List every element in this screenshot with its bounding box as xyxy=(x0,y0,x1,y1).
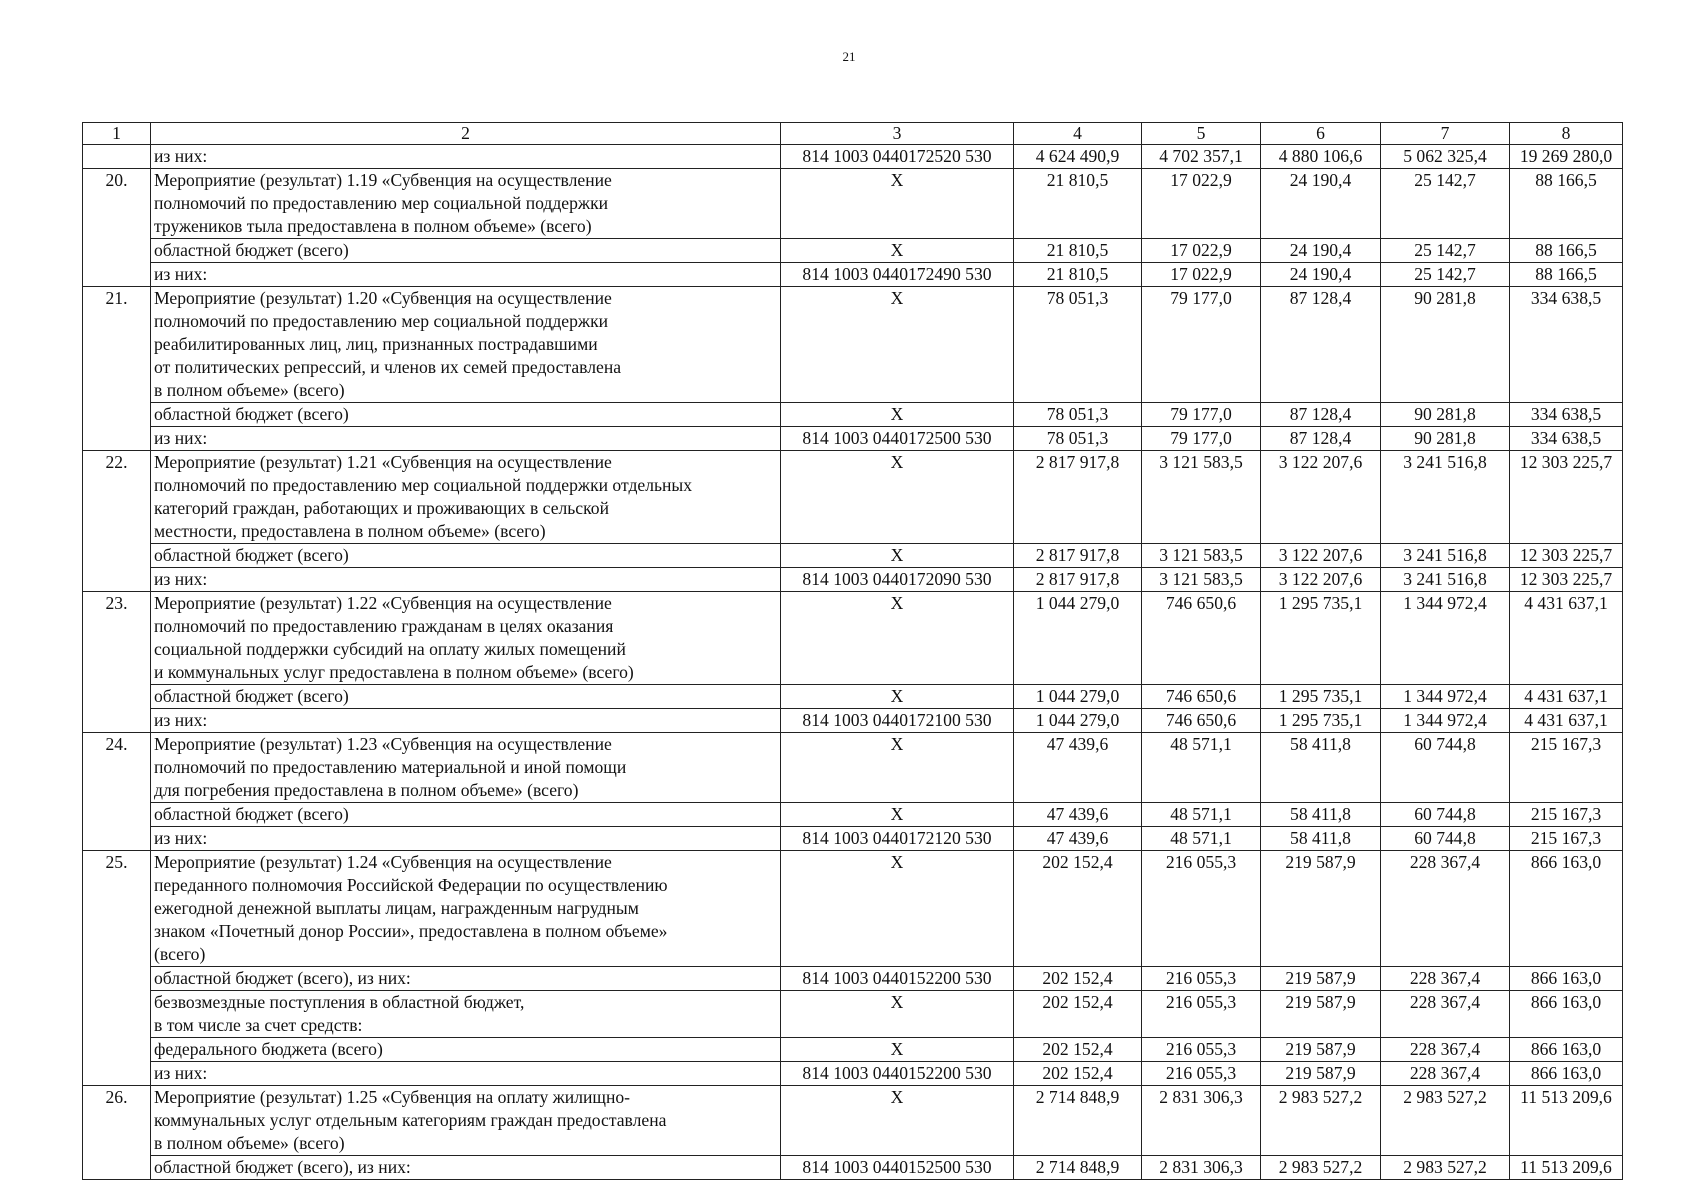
amount-cell: 2 817 917,8 xyxy=(1014,568,1142,592)
description-line: из них: xyxy=(154,1063,208,1083)
description-cell xyxy=(151,287,781,403)
amount-cell: 3 121 583,5 xyxy=(1142,544,1261,568)
amount-cell: 87 128,4 xyxy=(1261,427,1381,451)
description-line: федерального бюджета (всего) xyxy=(154,1039,383,1059)
amount-cell: 90 281,8 xyxy=(1381,427,1510,451)
table-row xyxy=(83,403,1623,427)
amount-cell: 215 167,3 xyxy=(1510,733,1623,803)
amount-cell: 219 587,9 xyxy=(1261,1038,1381,1062)
description-cell xyxy=(151,1062,781,1086)
amount-cell: 216 055,3 xyxy=(1142,967,1261,991)
amount-cell: 4 431 637,1 xyxy=(1510,709,1623,733)
table-row xyxy=(83,568,1623,592)
amount-cell: 2 983 527,2 xyxy=(1261,1156,1381,1180)
row-number-cell: 23. xyxy=(83,592,151,733)
amount-cell: 88 166,5 xyxy=(1510,239,1623,263)
row-number-cell: 24. xyxy=(83,733,151,851)
row-number-cell: 21. xyxy=(83,287,151,451)
amount-cell: 746 650,6 xyxy=(1142,685,1261,709)
description-line: областной бюджет (всего) xyxy=(154,240,349,260)
column-header: 7 xyxy=(1381,123,1510,145)
description-cell xyxy=(151,851,781,967)
amount-cell: 1 044 279,0 xyxy=(1014,685,1142,709)
amount-cell: 25 142,7 xyxy=(1381,239,1510,263)
table-row xyxy=(83,239,1623,263)
amount-cell: 21 810,5 xyxy=(1014,169,1142,239)
description-line: Мероприятие (результат) 1.23 «Субвенция на осуществление xyxy=(154,734,612,754)
amount-cell: 3 241 516,8 xyxy=(1381,544,1510,568)
description-line: тружеников тыла предоставлена в полном объеме» (всего) xyxy=(154,216,592,236)
amount-cell: 3 122 207,6 xyxy=(1261,451,1381,544)
description-line: безвозмездные поступления в областной бюджет, xyxy=(154,992,525,1012)
description-line: из них: xyxy=(154,828,208,848)
description-line: ежегодной денежной выплаты лицам, награжденным нагрудным xyxy=(154,898,639,918)
amount-cell: 48 571,1 xyxy=(1142,733,1261,803)
amount-cell: 90 281,8 xyxy=(1381,287,1510,403)
description-cell xyxy=(151,427,781,451)
column-header: 8 xyxy=(1510,123,1623,145)
amount-cell: 3 241 516,8 xyxy=(1381,451,1510,544)
amount-cell: 866 163,0 xyxy=(1510,851,1623,967)
table-row xyxy=(83,169,1623,239)
description-cell xyxy=(151,1038,781,1062)
amount-cell: 79 177,0 xyxy=(1142,427,1261,451)
amount-cell: 202 152,4 xyxy=(1014,967,1142,991)
budget-code-cell: Х xyxy=(781,685,1014,709)
amount-cell: 216 055,3 xyxy=(1142,851,1261,967)
amount-cell: 12 303 225,7 xyxy=(1510,451,1623,544)
amount-cell: 219 587,9 xyxy=(1261,851,1381,967)
description-line: реабилитированных лиц, лиц, признанных пострадавшими xyxy=(154,334,598,354)
budget-code-cell: Х xyxy=(781,403,1014,427)
column-header: 2 xyxy=(151,123,781,145)
budget-code-cell: Х xyxy=(781,991,1014,1038)
amount-cell: 79 177,0 xyxy=(1142,403,1261,427)
amount-cell: 4 880 106,6 xyxy=(1261,145,1381,169)
amount-cell: 58 411,8 xyxy=(1261,827,1381,851)
description-line: из них: xyxy=(154,264,208,284)
table-row xyxy=(83,851,1623,967)
table-row xyxy=(83,685,1623,709)
description-line: переданного полномочия Российской Федерации по осуществлению xyxy=(154,875,668,895)
amount-cell: 219 587,9 xyxy=(1261,967,1381,991)
description-cell xyxy=(151,733,781,803)
amount-cell: 4 624 490,9 xyxy=(1014,145,1142,169)
amount-cell: 334 638,5 xyxy=(1510,287,1623,403)
amount-cell: 78 051,3 xyxy=(1014,287,1142,403)
description-cell xyxy=(151,827,781,851)
column-header: 5 xyxy=(1142,123,1261,145)
description-line: полномочий по предоставлению гражданам в целях оказания xyxy=(154,616,614,636)
amount-cell: 88 166,5 xyxy=(1510,263,1623,287)
table-row xyxy=(83,733,1623,803)
row-number-cell xyxy=(83,145,151,169)
description-cell xyxy=(151,544,781,568)
amount-cell: 88 166,5 xyxy=(1510,169,1623,239)
amount-cell: 746 650,6 xyxy=(1142,709,1261,733)
amount-cell: 3 121 583,5 xyxy=(1142,451,1261,544)
amount-cell: 5 062 325,4 xyxy=(1381,145,1510,169)
amount-cell: 87 128,4 xyxy=(1261,287,1381,403)
table-row xyxy=(83,967,1623,991)
table-row xyxy=(83,263,1623,287)
description-line: областной бюджет (всего) xyxy=(154,404,349,424)
table-row xyxy=(83,709,1623,733)
amount-cell: 47 439,6 xyxy=(1014,827,1142,851)
amount-cell: 2 817 917,8 xyxy=(1014,451,1142,544)
amount-cell: 1 344 972,4 xyxy=(1381,709,1510,733)
table-row xyxy=(83,803,1623,827)
description-cell xyxy=(151,592,781,685)
table-row xyxy=(83,287,1623,403)
table-row xyxy=(83,1086,1623,1156)
budget-code-cell: Х xyxy=(781,169,1014,239)
table-row xyxy=(83,1062,1623,1086)
amount-cell: 1 044 279,0 xyxy=(1014,709,1142,733)
amount-cell: 334 638,5 xyxy=(1510,427,1623,451)
amount-cell: 19 269 280,0 xyxy=(1510,145,1623,169)
budget-code-cell: 814 1003 0440152200 530 xyxy=(781,967,1014,991)
description-line: областной бюджет (всего) xyxy=(154,804,349,824)
budget-table xyxy=(82,122,1623,1180)
description-line: областной бюджет (всего) xyxy=(154,686,349,706)
amount-cell: 1 044 279,0 xyxy=(1014,592,1142,685)
amount-cell: 11 513 209,6 xyxy=(1510,1086,1623,1156)
amount-cell: 216 055,3 xyxy=(1142,991,1261,1038)
amount-cell: 3 122 207,6 xyxy=(1261,544,1381,568)
amount-cell: 58 411,8 xyxy=(1261,733,1381,803)
description-cell xyxy=(151,1086,781,1156)
description-cell xyxy=(151,709,781,733)
budget-code-cell: 814 1003 0440172100 530 xyxy=(781,709,1014,733)
amount-cell: 4 431 637,1 xyxy=(1510,685,1623,709)
budget-code-cell: Х xyxy=(781,592,1014,685)
table-row xyxy=(83,451,1623,544)
description-line: в полном объеме» (всего) xyxy=(154,380,345,400)
amount-cell: 47 439,6 xyxy=(1014,733,1142,803)
amount-cell: 228 367,4 xyxy=(1381,967,1510,991)
amount-cell: 334 638,5 xyxy=(1510,403,1623,427)
table-row xyxy=(83,427,1623,451)
amount-cell: 2 817 917,8 xyxy=(1014,544,1142,568)
budget-code-cell: 814 1003 0440172520 530 xyxy=(781,145,1014,169)
amount-cell: 47 439,6 xyxy=(1014,803,1142,827)
description-line: областной бюджет (всего), из них: xyxy=(154,1157,411,1177)
description-line: из них: xyxy=(154,146,208,166)
description-cell xyxy=(151,145,781,169)
column-header: 6 xyxy=(1261,123,1381,145)
amount-cell: 79 177,0 xyxy=(1142,287,1261,403)
amount-cell: 228 367,4 xyxy=(1381,851,1510,967)
amount-cell: 48 571,1 xyxy=(1142,803,1261,827)
description-cell xyxy=(151,403,781,427)
description-cell xyxy=(151,263,781,287)
amount-cell: 219 587,9 xyxy=(1261,1062,1381,1086)
budget-code-cell: Х xyxy=(781,287,1014,403)
amount-cell: 87 128,4 xyxy=(1261,403,1381,427)
budget-code-cell: 814 1003 0440152500 530 xyxy=(781,1156,1014,1180)
description-line: (всего) xyxy=(154,944,206,964)
amount-cell: 2 714 848,9 xyxy=(1014,1156,1142,1180)
amount-cell: 3 122 207,6 xyxy=(1261,568,1381,592)
table-row xyxy=(83,145,1623,169)
description-line: областной бюджет (всего) xyxy=(154,545,349,565)
description-cell xyxy=(151,685,781,709)
amount-cell: 78 051,3 xyxy=(1014,427,1142,451)
amount-cell: 1 295 735,1 xyxy=(1261,685,1381,709)
table-row xyxy=(83,827,1623,851)
amount-cell: 25 142,7 xyxy=(1381,263,1510,287)
amount-cell: 866 163,0 xyxy=(1510,1062,1623,1086)
amount-cell: 4 431 637,1 xyxy=(1510,592,1623,685)
amount-cell: 3 121 583,5 xyxy=(1142,568,1261,592)
description-line: знаком «Почетный донор России», предоставлена в полном объеме» xyxy=(154,921,668,941)
amount-cell: 17 022,9 xyxy=(1142,169,1261,239)
amount-cell: 60 744,8 xyxy=(1381,827,1510,851)
amount-cell: 2 983 527,2 xyxy=(1261,1086,1381,1156)
table-row xyxy=(83,1156,1623,1180)
description-line: в том числе за счет средств: xyxy=(154,1015,363,1035)
description-line: из них: xyxy=(154,428,208,448)
amount-cell: 202 152,4 xyxy=(1014,1062,1142,1086)
description-line: Мероприятие (результат) 1.24 «Субвенция на осуществление xyxy=(154,852,612,872)
amount-cell: 12 303 225,7 xyxy=(1510,568,1623,592)
description-line: Мероприятие (результат) 1.22 «Субвенция на осуществление xyxy=(154,593,612,613)
description-cell xyxy=(151,568,781,592)
amount-cell: 746 650,6 xyxy=(1142,592,1261,685)
description-line: в полном объеме» (всего) xyxy=(154,1133,345,1153)
description-line: местности, предоставлена в полном объеме» (всего) xyxy=(154,521,546,541)
amount-cell: 1 344 972,4 xyxy=(1381,685,1510,709)
amount-cell: 17 022,9 xyxy=(1142,263,1261,287)
budget-code-cell: Х xyxy=(781,803,1014,827)
description-line: из них: xyxy=(154,710,208,730)
description-line: от политических репрессий, и членов их семей предоставлена xyxy=(154,357,622,377)
amount-cell: 202 152,4 xyxy=(1014,991,1142,1038)
row-number-cell: 26. xyxy=(83,1086,151,1180)
amount-cell: 78 051,3 xyxy=(1014,403,1142,427)
amount-cell: 58 411,8 xyxy=(1261,803,1381,827)
description-line: полномочий по предоставлению мер социальной поддержки отдельных xyxy=(154,475,693,495)
amount-cell: 228 367,4 xyxy=(1381,1062,1510,1086)
amount-cell: 90 281,8 xyxy=(1381,403,1510,427)
amount-cell: 216 055,3 xyxy=(1142,1038,1261,1062)
amount-cell: 21 810,5 xyxy=(1014,263,1142,287)
description-cell xyxy=(151,967,781,991)
budget-code-cell: 814 1003 0440172120 530 xyxy=(781,827,1014,851)
header-row xyxy=(83,123,1623,145)
budget-code-cell: Х xyxy=(781,239,1014,263)
amount-cell: 24 190,4 xyxy=(1261,239,1381,263)
amount-cell: 1 295 735,1 xyxy=(1261,592,1381,685)
budget-code-cell: Х xyxy=(781,1038,1014,1062)
amount-cell: 12 303 225,7 xyxy=(1510,544,1623,568)
amount-cell: 2 983 527,2 xyxy=(1381,1156,1510,1180)
description-line: социальной поддержки субсидий на оплату жилых помещений xyxy=(154,639,626,659)
description-cell xyxy=(151,451,781,544)
amount-cell: 2 983 527,2 xyxy=(1381,1086,1510,1156)
description-line: областной бюджет (всего), из них: xyxy=(154,968,411,988)
amount-cell: 219 587,9 xyxy=(1261,991,1381,1038)
amount-cell: 1 295 735,1 xyxy=(1261,709,1381,733)
amount-cell: 4 702 357,1 xyxy=(1142,145,1261,169)
budget-code-cell: Х xyxy=(781,733,1014,803)
amount-cell: 216 055,3 xyxy=(1142,1062,1261,1086)
amount-cell: 2 831 306,3 xyxy=(1142,1086,1261,1156)
amount-cell: 25 142,7 xyxy=(1381,169,1510,239)
table-body xyxy=(83,123,1623,1180)
description-cell xyxy=(151,991,781,1038)
amount-cell: 48 571,1 xyxy=(1142,827,1261,851)
column-header: 3 xyxy=(781,123,1014,145)
description-cell xyxy=(151,1156,781,1180)
description-line: из них: xyxy=(154,569,208,589)
description-line: коммунальных услуг отдельным категориям граждан предоставлена xyxy=(154,1110,667,1130)
description-cell xyxy=(151,239,781,263)
amount-cell: 60 744,8 xyxy=(1381,733,1510,803)
budget-code-cell: Х xyxy=(781,1086,1014,1156)
budget-code-cell: Х xyxy=(781,451,1014,544)
column-header: 1 xyxy=(83,123,151,145)
description-line: Мероприятие (результат) 1.25 «Субвенция на оплату жилищно- xyxy=(154,1087,631,1107)
description-line: Мероприятие (результат) 1.20 «Субвенция на осуществление xyxy=(154,288,612,308)
row-number-cell: 25. xyxy=(83,851,151,1086)
description-line: полномочий по предоставлению мер социальной поддержки xyxy=(154,311,609,331)
table-row xyxy=(83,991,1623,1038)
column-header: 4 xyxy=(1014,123,1142,145)
amount-cell: 228 367,4 xyxy=(1381,1038,1510,1062)
row-number-cell: 22. xyxy=(83,451,151,592)
table-row xyxy=(83,1038,1623,1062)
table-row xyxy=(83,592,1623,685)
amount-cell: 3 241 516,8 xyxy=(1381,568,1510,592)
budget-code-cell: Х xyxy=(781,851,1014,967)
amount-cell: 215 167,3 xyxy=(1510,827,1623,851)
amount-cell: 24 190,4 xyxy=(1261,263,1381,287)
amount-cell: 24 190,4 xyxy=(1261,169,1381,239)
amount-cell: 866 163,0 xyxy=(1510,967,1623,991)
description-line: для погребения предоставлена в полном объеме» (всего) xyxy=(154,780,579,800)
amount-cell: 866 163,0 xyxy=(1510,1038,1623,1062)
amount-cell: 215 167,3 xyxy=(1510,803,1623,827)
description-line: полномочий по предоставлению мер социальной поддержки xyxy=(154,193,609,213)
page-number: 21 xyxy=(842,49,856,64)
row-number-cell: 20. xyxy=(83,169,151,287)
description-cell xyxy=(151,169,781,239)
description-line: и коммунальных услуг предоставлена в полном объеме» (всего) xyxy=(154,662,634,682)
amount-cell: 60 744,8 xyxy=(1381,803,1510,827)
amount-cell: 2 714 848,9 xyxy=(1014,1086,1142,1156)
table-row xyxy=(83,544,1623,568)
description-cell xyxy=(151,803,781,827)
budget-code-cell: 814 1003 0440152200 530 xyxy=(781,1062,1014,1086)
amount-cell: 202 152,4 xyxy=(1014,851,1142,967)
description-line: полномочий по предоставлению материальной и иной помощи xyxy=(154,757,627,777)
amount-cell: 1 344 972,4 xyxy=(1381,592,1510,685)
budget-code-cell: Х xyxy=(781,544,1014,568)
amount-cell: 228 367,4 xyxy=(1381,991,1510,1038)
budget-code-cell: 814 1003 0440172490 530 xyxy=(781,263,1014,287)
amount-cell: 866 163,0 xyxy=(1510,991,1623,1038)
amount-cell: 11 513 209,6 xyxy=(1510,1156,1623,1180)
amount-cell: 21 810,5 xyxy=(1014,239,1142,263)
description-line: категорий граждан, работающих и проживающих в сельской xyxy=(154,498,609,518)
amount-cell: 202 152,4 xyxy=(1014,1038,1142,1062)
description-line: Мероприятие (результат) 1.21 «Субвенция на осуществление xyxy=(154,452,612,472)
budget-code-cell: 814 1003 0440172500 530 xyxy=(781,427,1014,451)
description-line: Мероприятие (результат) 1.19 «Субвенция на осуществление xyxy=(154,170,612,190)
amount-cell: 2 831 306,3 xyxy=(1142,1156,1261,1180)
amount-cell: 17 022,9 xyxy=(1142,239,1261,263)
budget-code-cell: 814 1003 0440172090 530 xyxy=(781,568,1014,592)
